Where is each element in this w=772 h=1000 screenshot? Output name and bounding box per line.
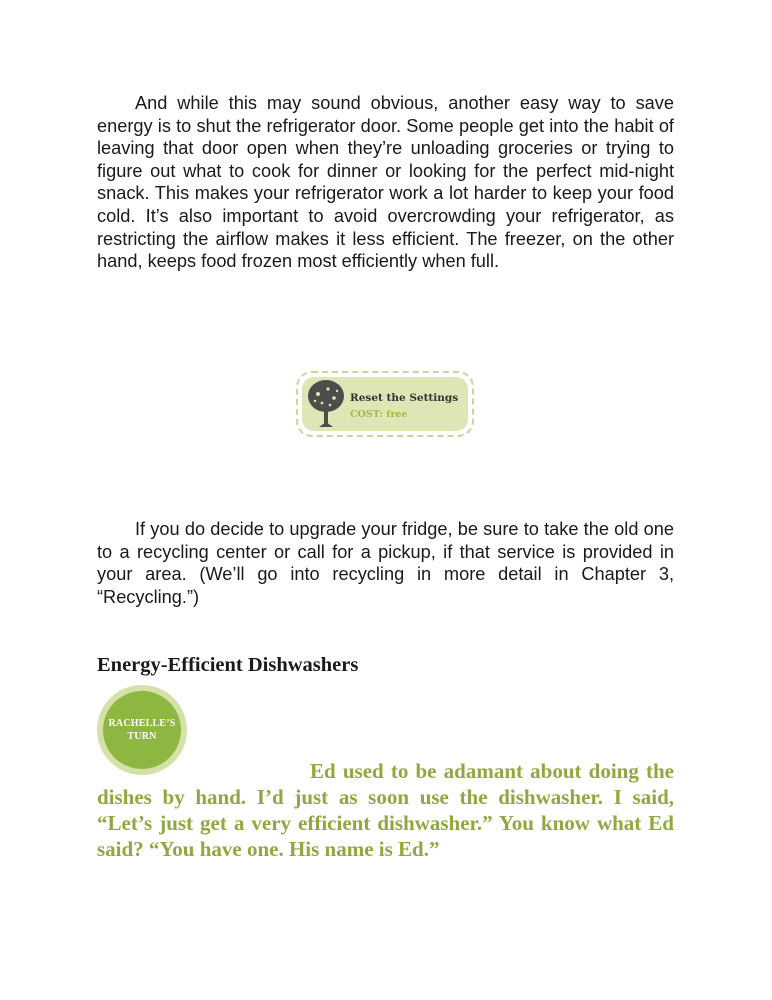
tip-callout-title: Reset the Settings [350,392,459,404]
section-heading: Energy-Efficient Dishwashers [97,654,359,676]
body-paragraph: And while this may sound obvious, another easy way to save energy is to shut the refrigerator door. Some people get into the habit of leaving that door open when they’re unloading groceries or trying to figure out what to cook for dinner or looking for the perfect mid-night snack. This makes your refrigerator work a lot harder to keep your food cold. It’s also important to avoid overcrowding your refrigerator, as restricting the airflow makes it less efficient. The freezer, on the other hand, keeps food frozen most efficiently when full. [97,93,674,272]
tip-callout [296,371,474,437]
body-paragraph: If you do decide to upgrade your fridge, be sure to take the old one to a recycling center or call for a pickup, if that service is provided in your area. (We’ll go into recycling in more detail in Chapter 3, “Recycling.”) [97,519,674,607]
rachelle-quote: Ed used to be adamant about doing the dishes by hand. I’d just as soon use the dishwasher. I said, “Let’s just get a very efficient dishwasher.” You know what Ed said? “You have one. His name is Ed.” [97,759,674,861]
badge-label [103,717,181,743]
badge-label-line2: TURN [127,731,157,742]
tree-icon [306,376,346,428]
tip-callout-cost: COST: free [350,409,408,420]
badge-label-line1: RACHELLE’S [108,718,176,729]
